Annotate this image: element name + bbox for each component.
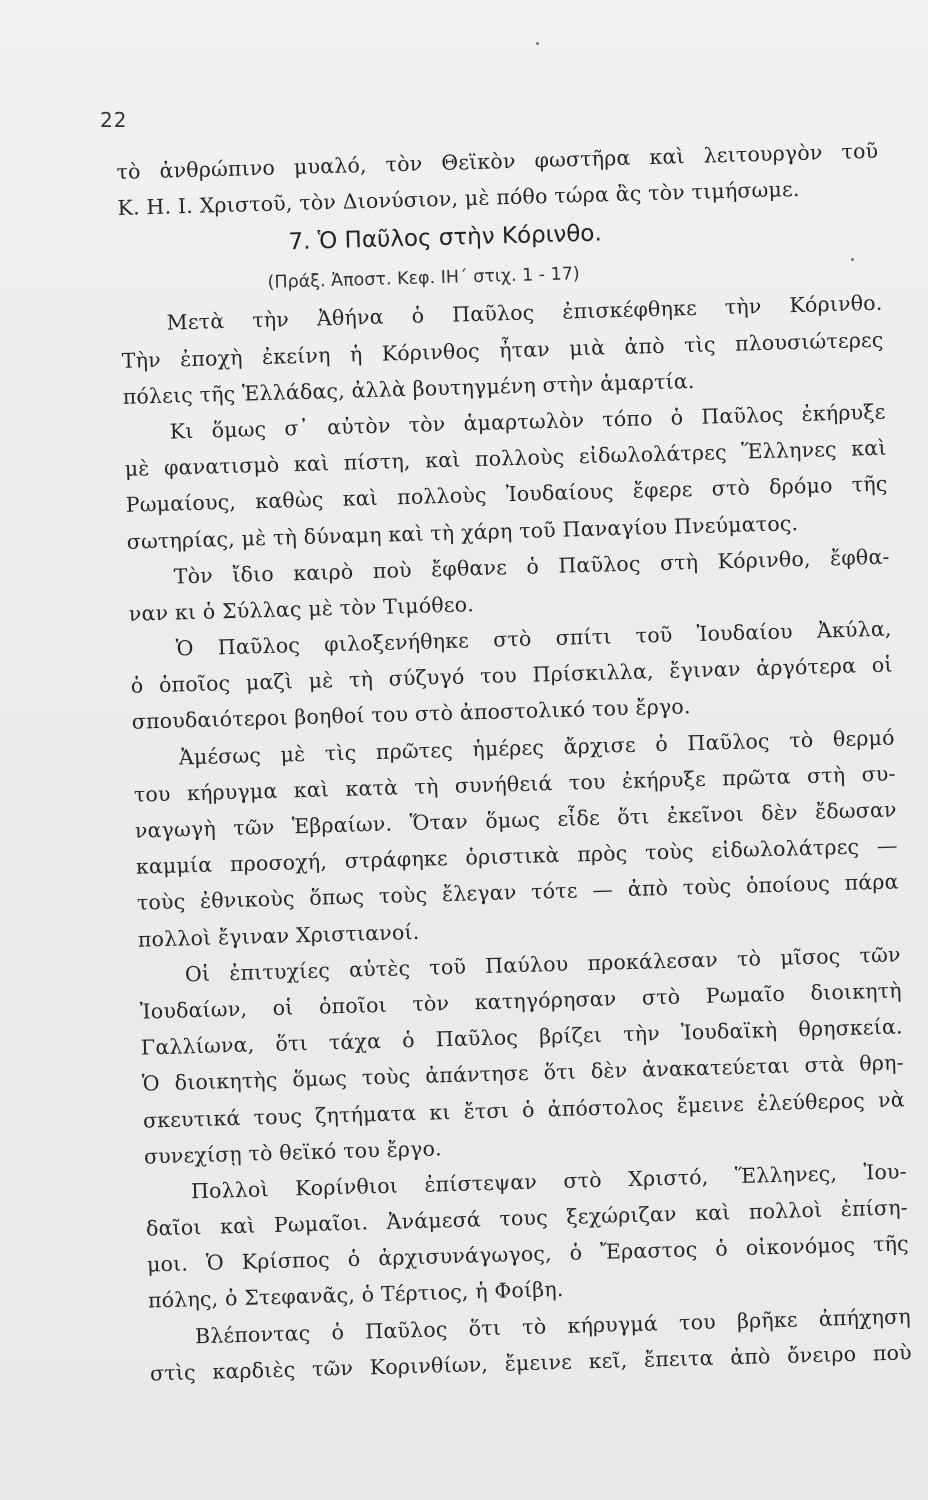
text-line: καμμία προσοχή, στράφηκε ὁριστικὰ πρὸς τοὺς εἰδωλολάτρες — — [135, 833, 898, 879]
text-line: συνεχίσῃ τὸ θεϊκό του ἔργο. — [143, 1135, 443, 1169]
text-line: Ἀμέσως μὲ τὶς πρῶτες ἡμέρες ἄρχισε ὁ Παῦλος τὸ θερμό — [178, 725, 895, 770]
section-heading: 7. Ὁ Παῦλος στὴν Κόρινθο. — [288, 220, 603, 256]
text-line: σκευτικά τους ζητήματα κι ἔτσι ὁ ἀπόστολος ἔμεινε ἐλεύθερος νὰ — [142, 1086, 906, 1133]
text-line: ναν κι ὁ Σύλλας μὲ τὸν Τιμόθεο. — [128, 592, 475, 626]
text-line: Κ. Η. Ι. Χριστοῦ, τὸν Διονύσιον, μὲ πόθο τώρα ἂς τὸν τιμήσωμε. — [117, 177, 800, 221]
text-line: Τὸν ἴδιο καιρὸ ποὺ ἔφθανε ὁ Παῦλος στὴ Κόρινθο, ἔφθα- — [173, 544, 890, 589]
text-line: πόλεις τῆς Ἑλλάδας, ἀλλὰ βουτηγμένη στὴν ἁμαρτία. — [122, 368, 695, 409]
text-line: του κήρυγμα καὶ κατὰ τὴ συνήθειά του ἐκήρυξε πρῶτα στὴ συ- — [133, 761, 896, 807]
text-line: Γαλλίωνα, ὅτι τάχα ὁ Παῦλος βρίζει τὴν Ἰουδαϊκὴ θρησκεία. — [140, 1014, 904, 1060]
text-line: μὲ φανατισμὸ καὶ πίστη, καὶ πολλοὺς εἰδωλολάτρες Ἕλληνες καὶ — [124, 435, 887, 481]
text-line: Κι ὅμως σ᾿ αὐτὸν τὸν ἁμαρτωλὸν τόπο ὁ Παῦλος ἐκήρυξε — [169, 399, 886, 444]
text-line: δαῖοι καὶ Ρωμαῖοι. Ἀνάμεσά τους ξεχώριζαν καὶ πολλοὶ ἐπίση- — [145, 1195, 909, 1241]
text-line: πόλης, ὁ Στεφανᾶς, ὁ Τέρτιος, ἡ Φοίβη. — [147, 1277, 564, 1313]
paper-speck — [536, 42, 539, 45]
page-number: 22 — [100, 108, 128, 132]
text-line: πολλοὶ ἔγιναν Χριστιανοί. — [137, 919, 420, 952]
text-line: Ἰουδαίων, οἱ ὁποῖοι τὸν κατηγόρησαν στὸ Ρωμαῖο διοικητὴ — [139, 978, 902, 1024]
text-line: σπουδαιότεροι βοηθοί του στὸ ἀποστολικό του ἔργο. — [131, 694, 691, 735]
text-line: Οἱ ἐπιτυχίες αὐτὲς τοῦ Παύλου προκάλεσαν τὸ μῖσος τῶν — [184, 942, 901, 987]
text-line: Βλέποντας ὁ Παῦλος ὅτι τὸ κήρυγμά του βρῆκε ἀπήχηση — [194, 1303, 912, 1348]
scripture-reference: (Πράξ. Ἀποστ. Κεφ. ΙΗ΄ στιχ. 1 - 17) — [267, 264, 580, 294]
text-line: τὸ ἀνθρώπινο μυαλό, τὸν Θεϊκὸν φωστῆρα καὶ λειτουργὸν τοῦ — [116, 138, 879, 184]
text-line: Ὁ διοικητὴς ὅμως τοὺς ἀπάντησε ὅτι δὲν ἀνακατεύεται στὰ θρη- — [141, 1050, 905, 1096]
text-line: στὶς καρδιὲς τῶν Κορινθίων, ἔμεινε κεῖ, ἔπειτα ἀπὸ ὄνειρο ποὺ — [149, 1340, 913, 1386]
text-line: τοὺς ἐθνικοὺς ὅπως τοὺς ἔλεγαν τότε — ἀπὸ τοὺς ὁποίους πάρα — [136, 869, 899, 916]
text-line: σωτηρίας, μὲ τὴ δύναμη καὶ τὴ χάρη τοῦ Παναγίου Πνεύματος. — [126, 510, 799, 554]
text-line: Πολλοὶ Κορίνθιοι ἐπίστεψαν στὸ Χριστό, Ἕλληνες, Ἰου- — [190, 1159, 908, 1204]
text-line: ναγωγὴ τῶν Ἑβραίων. Ὅταν ὅμως εἶδε ὅτι ἐκεῖνοι δὲν ἔδωσαν — [134, 797, 897, 843]
text-line: Ρωμαίους, καθὼς καὶ πολλοὺς Ἰουδαίους ἔφερε στὸ δρόμο τῆς — [125, 471, 888, 518]
text-line: Μετὰ τὴν Ἀθήνα ὁ Παῦλος ἐπισκέφθηκε τὴν Κόρινθο. — [166, 291, 883, 336]
text-line: Τὴν ἐποχὴ ἐκείνη ἡ Κόρινθος ἦταν μιὰ ἀπὸ τὶς πλουσιώτερες — [121, 327, 884, 373]
text-line: Ὁ Παῦλος φιλοξενήθηκε στὸ σπίτι τοῦ Ἰουδαίου Ἀκύλα, — [175, 616, 892, 661]
text-line: ὁ ὁποῖος μαζὶ μὲ τὴ σύζυγό του Πρίσκιλλα, ἔγιναν ἀργότερα οἱ — [130, 652, 893, 699]
text-block — [116, 133, 912, 1392]
text-line: μοι. Ὁ Κρίσπος ὁ ἀρχισυνάγωγος, ὁ Ἔραστος ὁ οἰκονόμος τῆς — [146, 1231, 910, 1277]
